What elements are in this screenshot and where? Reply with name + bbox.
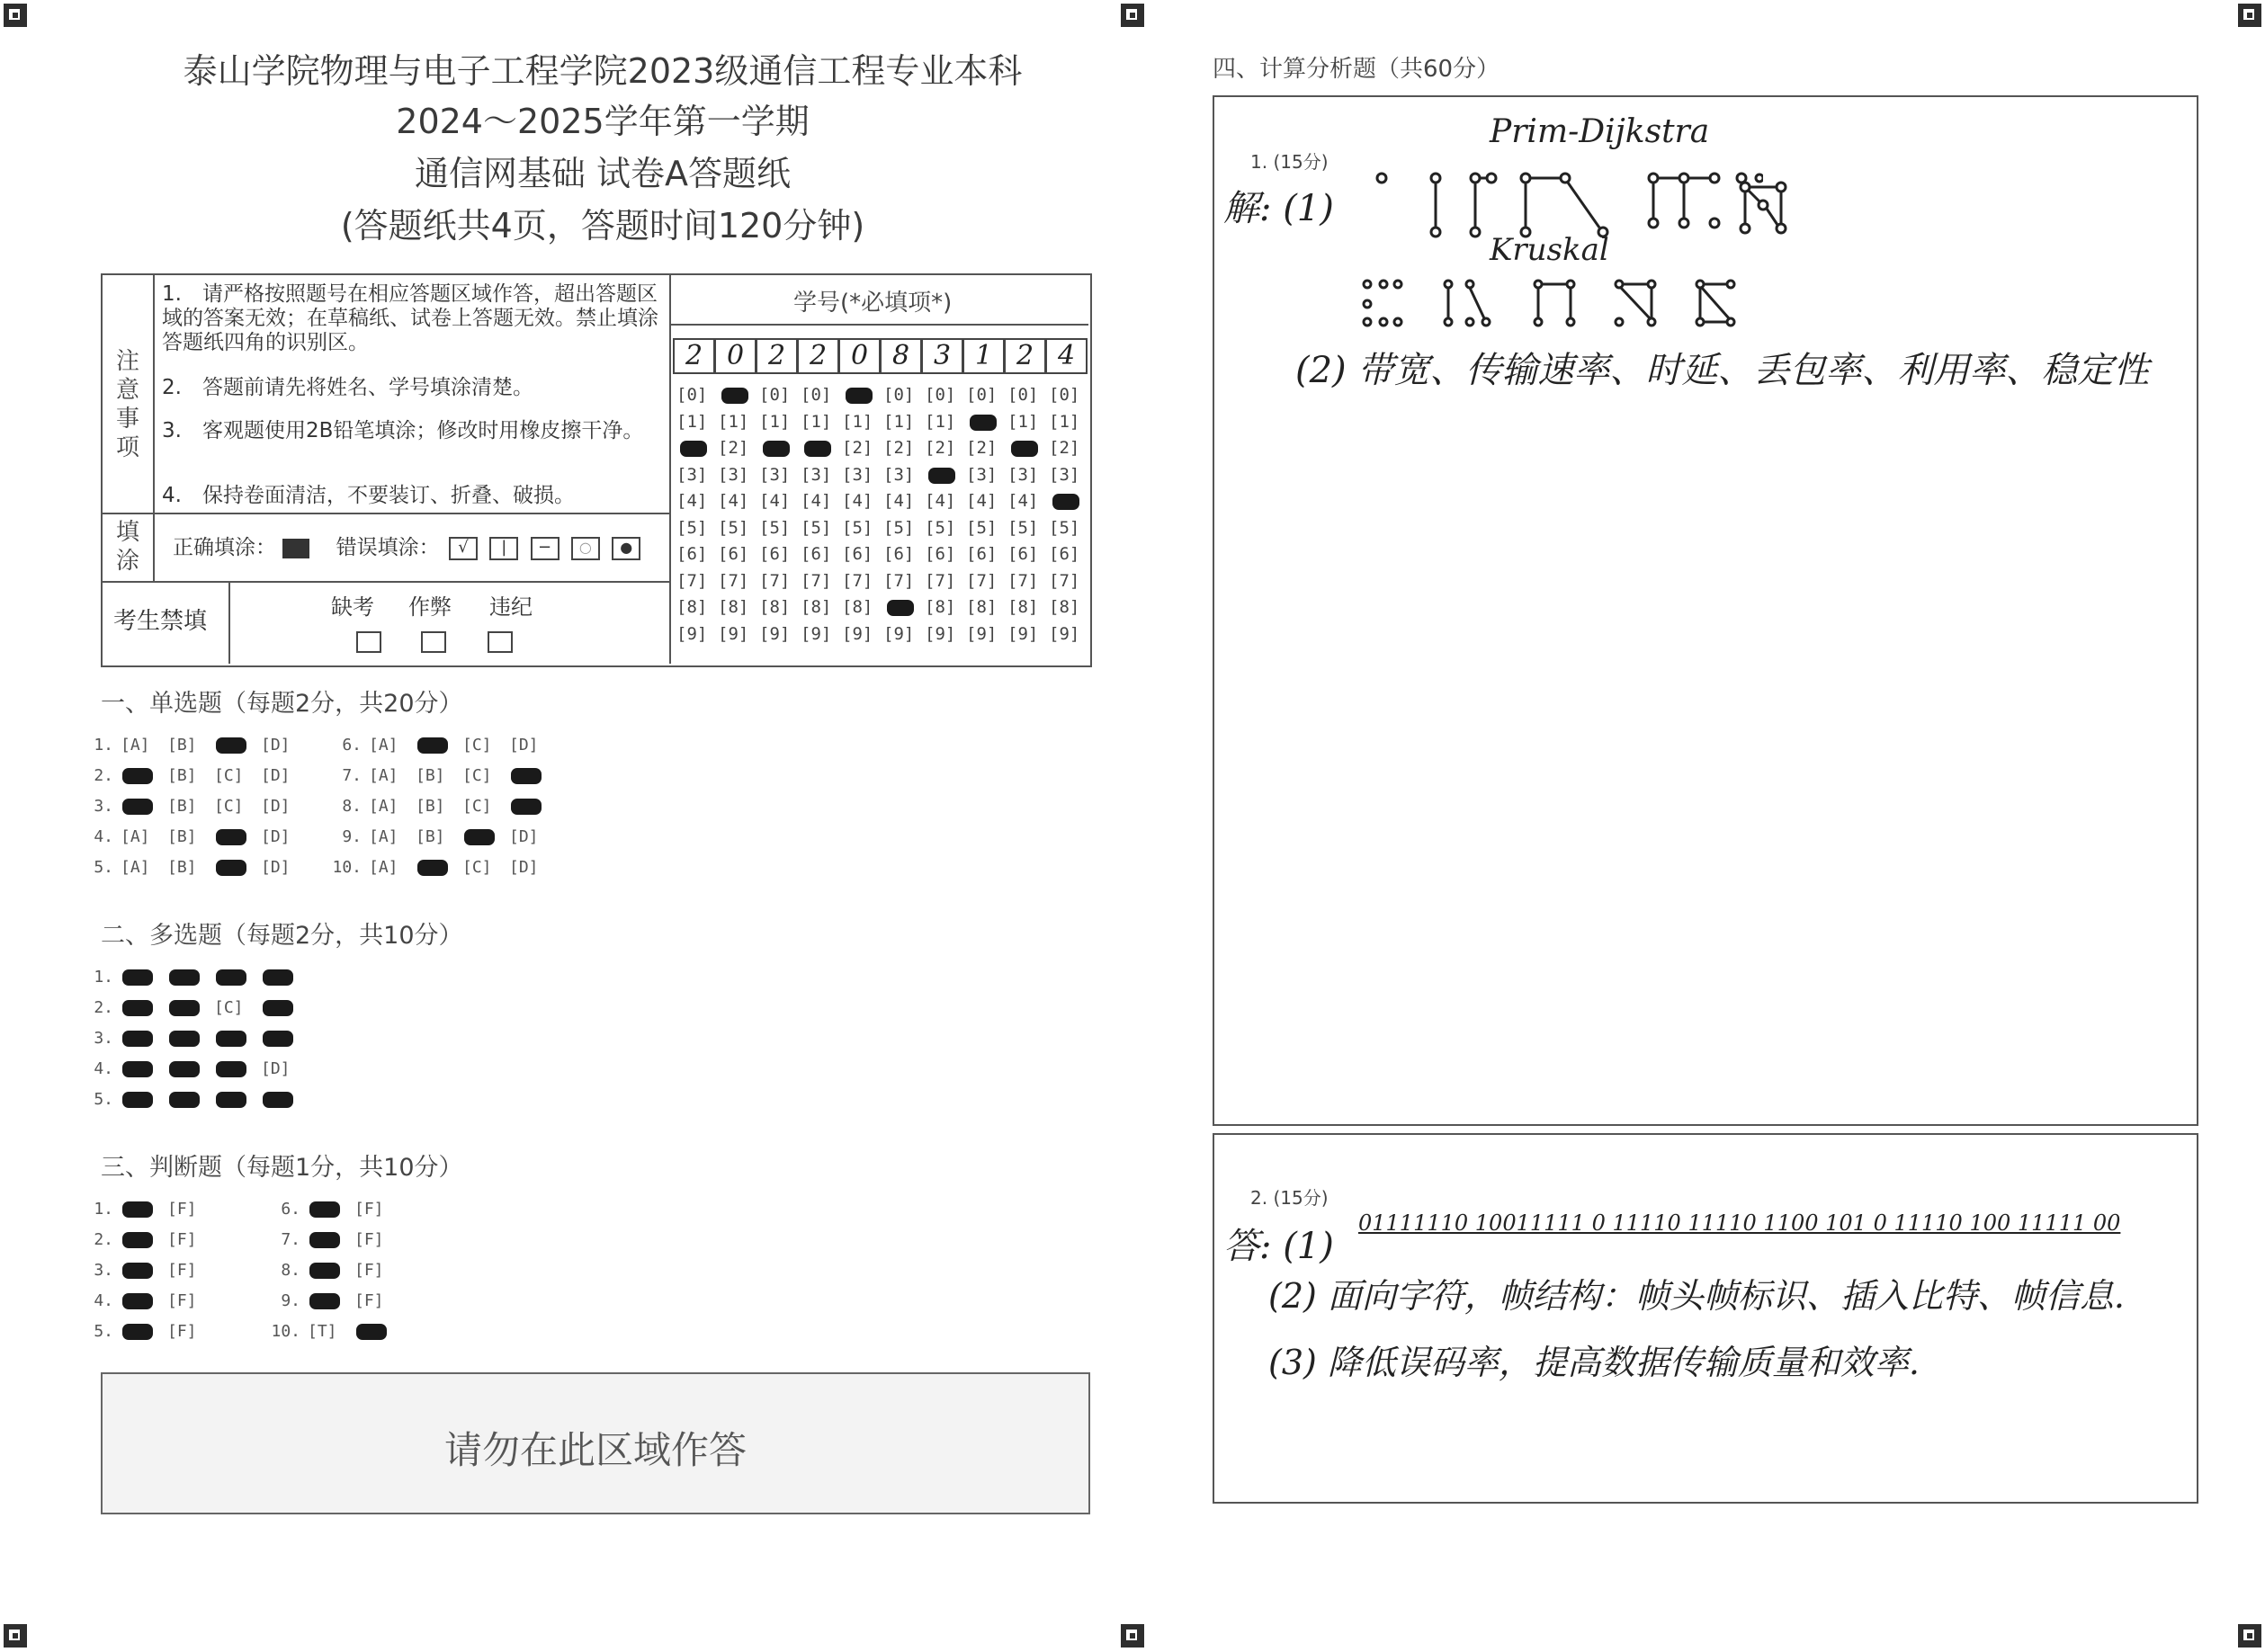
single-q8-option-A[interactable]: [A] — [369, 797, 398, 816]
single-q10-option-A[interactable]: [A] — [369, 858, 398, 877]
student-id-bubble[interactable]: [7] — [842, 570, 873, 591]
student-id-bubble[interactable]: [9] — [718, 623, 749, 644]
corner-mark-top-left — [4, 4, 27, 27]
q1-prim-step-last-drawing — [1736, 178, 1835, 241]
single-q8-option-C[interactable]: [C] — [462, 797, 492, 816]
single-q6-option-C[interactable]: [C] — [462, 736, 492, 755]
multi-q5-mark-A[interactable] — [122, 1092, 153, 1108]
forbidden-cheat-label: 作弊 — [408, 594, 452, 620]
student-id-digit-7: 3 — [921, 338, 963, 374]
student-id-bubble[interactable]: [5] — [759, 517, 791, 538]
single-q4-option-D[interactable]: [D] — [261, 827, 291, 846]
student-id-bubble[interactable]: [1] — [801, 411, 832, 432]
student-id-mark-3[interactable] — [763, 441, 790, 457]
student-id-mark-1[interactable] — [680, 441, 707, 457]
student-id-bubble[interactable]: [7] — [966, 570, 998, 591]
student-id-digit-10: 4 — [1045, 338, 1088, 374]
student-id-bubble[interactable]: [0] — [676, 385, 708, 405]
student-id-bubble[interactable]: [4] — [1007, 491, 1039, 511]
judge-q1-mark-T[interactable] — [122, 1201, 153, 1218]
student-id-bubble[interactable]: [0] — [759, 385, 791, 405]
student-id-bubble[interactable]: [9] — [676, 623, 708, 644]
student-id-bubble[interactable]: [2] — [966, 438, 998, 458]
student-id-bubble[interactable]: [3] — [883, 464, 915, 485]
judge-qnum-8: 8. — [281, 1261, 300, 1280]
single-q10-option-C[interactable]: [C] — [462, 858, 492, 877]
single-q3-option-C[interactable]: [C] — [214, 797, 244, 816]
multi-q3-mark-C[interactable] — [216, 1031, 246, 1047]
answer-box-q1[interactable] — [1213, 95, 2198, 1126]
multi-q4-mark-A[interactable] — [122, 1061, 153, 1077]
multi-q1-mark-B[interactable] — [169, 969, 200, 986]
correct-fill-sample — [282, 539, 309, 558]
q1-prim-title: Prim-Dijkstra — [1490, 113, 1710, 150]
multi-q2-mark-A[interactable] — [122, 1000, 153, 1016]
section1-title: 一、单选题（每题2分，共20分） — [101, 690, 463, 718]
multi-q2-mark-B[interactable] — [169, 1000, 200, 1016]
q2-label: 2. (15分) — [1250, 1187, 1329, 1209]
multi-q4-option-D[interactable]: [D] — [261, 1059, 291, 1078]
judge-qnum-9: 9. — [281, 1291, 300, 1310]
section4-title: 四、计算分析题（共60分） — [1213, 56, 1500, 83]
q1-part1-prefix: 解: (1) — [1223, 188, 1334, 229]
student-id-header: 学号(*必填项*) — [793, 290, 953, 317]
answer-box-q2[interactable] — [1213, 1133, 2198, 1504]
judge-qnum-2: 2. — [94, 1230, 113, 1249]
section3-title: 三、判断题（每题1分，共10分） — [101, 1154, 463, 1182]
notice-item-4: 4. 保持卷面清洁，不要装订、折叠、破损。 — [162, 484, 575, 507]
student-id-bubble[interactable]: [9] — [925, 623, 956, 644]
judge-q8-mark-T[interactable] — [309, 1263, 340, 1279]
single-q1-option-A[interactable]: [A] — [121, 736, 150, 755]
judge-q8-option-F[interactable]: [F] — [354, 1261, 384, 1280]
student-id-mark-7[interactable] — [928, 468, 955, 484]
judge-q3-option-F[interactable]: [F] — [167, 1261, 197, 1280]
student-id-bubble[interactable]: [9] — [966, 623, 998, 644]
judge-qnum-3: 3. — [94, 1261, 113, 1280]
student-id-digit-2: 0 — [714, 338, 756, 374]
student-id-bubble[interactable]: [7] — [718, 570, 749, 591]
student-id-bubble[interactable]: [8] — [759, 597, 791, 617]
exam-title-term: 2024～2025学年第一学期 — [396, 102, 810, 141]
single-qnum-6: 6. — [342, 736, 362, 755]
single-qnum-8: 8. — [342, 797, 362, 816]
multi-q3-mark-D[interactable] — [263, 1031, 293, 1047]
student-id-bubble[interactable]: [2] — [842, 438, 873, 458]
student-id-bubble[interactable]: [9] — [759, 623, 791, 644]
student-id-digit-5: 0 — [838, 338, 881, 374]
single-q9-option-B[interactable]: [B] — [416, 827, 445, 846]
student-id-digit-4: 2 — [797, 338, 839, 374]
single-q4-option-B[interactable]: [B] — [167, 827, 197, 846]
q2-part2-answer: (2) 面向字符，帧结构：帧头帧标识、插入比特、帧信息. — [1268, 1276, 2125, 1316]
student-id-bubble[interactable]: [2] — [718, 438, 749, 458]
student-id-bubble[interactable]: [4] — [801, 491, 832, 511]
judge-qnum-4: 4. — [94, 1291, 113, 1310]
single-qnum-9: 9. — [342, 827, 362, 846]
student-id-bubble[interactable]: [1] — [759, 411, 791, 432]
judge-q7-mark-T[interactable] — [309, 1232, 340, 1248]
student-id-bubble[interactable]: [8] — [801, 597, 832, 617]
single-q3-option-D[interactable]: [D] — [261, 797, 291, 816]
single-q5-option-A[interactable]: [A] — [121, 858, 150, 877]
judge-q2-mark-T[interactable] — [122, 1232, 153, 1248]
single-qnum-7: 7. — [342, 766, 362, 785]
student-id-bubble[interactable]: [2] — [925, 438, 956, 458]
student-id-bubble[interactable]: [8] — [676, 597, 708, 617]
student-id-bubble[interactable]: [7] — [883, 570, 915, 591]
student-id-digit-1: 2 — [673, 338, 715, 374]
student-id-mark-6[interactable] — [887, 600, 914, 616]
single-qnum-5: 5. — [94, 858, 113, 877]
student-id-mark-9[interactable] — [1011, 441, 1038, 457]
multi-q1-mark-D[interactable] — [263, 969, 293, 986]
wrong-fill-label: 错误填涂： — [336, 536, 440, 559]
student-id-bubble[interactable]: [1] — [1049, 411, 1080, 432]
single-q1-option-D[interactable]: [D] — [261, 736, 291, 755]
student-id-bubble[interactable]: [4] — [676, 491, 708, 511]
multi-qnum-4: 4. — [94, 1059, 113, 1078]
student-id-bubble[interactable]: [0] — [925, 385, 956, 405]
student-id-bubble[interactable]: [9] — [801, 623, 832, 644]
single-q4-mark-C[interactable] — [216, 829, 246, 845]
student-id-bubble[interactable]: [6] — [676, 544, 708, 564]
judge-qnum-10: 10. — [271, 1322, 300, 1341]
single-q7-option-C[interactable]: [C] — [462, 766, 492, 785]
single-q2-option-D[interactable]: [D] — [261, 766, 291, 785]
student-id-mark-2[interactable] — [721, 388, 748, 404]
judge-q4-mark-T[interactable] — [122, 1293, 153, 1309]
judge-q4-option-F[interactable]: [F] — [167, 1291, 197, 1310]
student-id-digit-9: 2 — [1004, 338, 1046, 374]
student-id-bubble[interactable]: [3] — [842, 464, 873, 485]
exam-title-course: 通信网基础 试卷A答题纸 — [414, 154, 792, 193]
judge-q1-option-F[interactable]: [F] — [167, 1200, 197, 1219]
student-id-bubble[interactable]: [3] — [966, 464, 998, 485]
q1-part2-answer: (2) 带宽、传输速率、时延、丢包率、利用率、稳定性 — [1295, 350, 2150, 391]
forbidden-absent-checkbox[interactable] — [356, 631, 381, 653]
single-qnum-10: 10. — [332, 858, 362, 877]
multi-q1-mark-C[interactable] — [216, 969, 246, 986]
wrong-fill-dot: ● — [612, 537, 640, 560]
student-id-bubble[interactable]: [4] — [966, 491, 998, 511]
student-id-bubble[interactable]: [3] — [1049, 464, 1080, 485]
single-q5-option-B[interactable]: [B] — [167, 858, 197, 877]
single-q4-option-A[interactable]: [A] — [121, 827, 150, 846]
corner-mark-top-center — [1121, 4, 1144, 27]
student-id-bubble[interactable]: [9] — [883, 623, 915, 644]
single-q8-mark-D[interactable] — [511, 799, 542, 815]
multi-q5-mark-D[interactable] — [263, 1092, 293, 1108]
corner-mark-bottom-right — [2238, 1624, 2261, 1648]
student-id-bubble[interactable]: [3] — [676, 464, 708, 485]
student-id-bubble[interactable]: [8] — [1049, 597, 1080, 617]
corner-mark-top-right — [2238, 4, 2261, 27]
student-id-bubble[interactable]: [7] — [925, 570, 956, 591]
student-id-bubble[interactable]: [0] — [966, 385, 998, 405]
student-id-bubble[interactable]: [5] — [966, 517, 998, 538]
student-id-bubble[interactable]: [6] — [718, 544, 749, 564]
single-q3-option-B[interactable]: [B] — [167, 797, 197, 816]
exam-title-school: 泰山学院物理与电子工程学院2023级通信工程专业本科 — [183, 51, 1023, 91]
student-id-bubble[interactable]: [5] — [718, 517, 749, 538]
student-id-bubble[interactable]: [6] — [883, 544, 915, 564]
student-id-bubble[interactable]: [7] — [801, 570, 832, 591]
judge-q9-mark-T[interactable] — [309, 1293, 340, 1309]
multi-q2-mark-D[interactable] — [263, 1000, 293, 1016]
multi-q4-mark-C[interactable] — [216, 1061, 246, 1077]
single-q6-option-D[interactable]: [D] — [509, 736, 539, 755]
single-q7-option-A[interactable]: [A] — [369, 766, 398, 785]
wrong-fill-check: √ — [449, 537, 478, 560]
judge-q7-option-F[interactable]: [F] — [354, 1230, 384, 1249]
student-id-bubble[interactable]: [7] — [1049, 570, 1080, 591]
notice-item-1: 1. 请严格按照题号在相应答题区域作答，超出答题区域的答案无效；在草稿纸、试卷上答题无效。禁止填涂答题纸四角的识别区。 — [162, 282, 658, 354]
correct-fill-label: 正确填涂： — [173, 536, 276, 559]
multi-q4-mark-B[interactable] — [169, 1061, 200, 1077]
multi-q2-option-C[interactable]: [C] — [214, 998, 244, 1017]
forbidden-violation-label: 违纪 — [489, 594, 533, 620]
student-id-bubble[interactable]: [9] — [1007, 623, 1039, 644]
forbidden-violation-checkbox[interactable] — [488, 631, 513, 653]
q2-part3-answer: (3) 降低误码率，提高数据传输质量和效率. — [1268, 1343, 1920, 1382]
student-id-bubble[interactable]: [1] — [718, 411, 749, 432]
student-id-bubble[interactable]: [6] — [966, 544, 998, 564]
multi-q1-mark-A[interactable] — [122, 969, 153, 986]
student-id-bubble[interactable]: [6] — [801, 544, 832, 564]
student-id-digit-8: 1 — [962, 338, 1005, 374]
exam-title-note: (答题纸共4页，答题时间120分钟) — [340, 206, 865, 246]
judge-q3-mark-T[interactable] — [122, 1263, 153, 1279]
student-id-bubble[interactable]: [5] — [842, 517, 873, 538]
judge-qnum-5: 5. — [94, 1322, 113, 1341]
student-id-bubble[interactable]: [6] — [759, 544, 791, 564]
student-id-bubble[interactable]: [8] — [842, 597, 873, 617]
judge-qnum-7: 7. — [281, 1230, 300, 1249]
student-id-bubble[interactable]: [3] — [1007, 464, 1039, 485]
student-id-bubble[interactable]: [4] — [759, 491, 791, 511]
student-id-bubble[interactable]: [4] — [718, 491, 749, 511]
q2-part1-bits: 01111110 10011111 0 11110 11110 1100 101 0 11110 100 11111 00 — [1358, 1210, 2121, 1236]
single-q2-mark-A[interactable] — [122, 768, 153, 784]
student-id-bubble[interactable]: [8] — [925, 597, 956, 617]
forbidden-cheat-checkbox[interactable] — [421, 631, 446, 653]
notice-item-3: 3. 客观题使用2B铅笔填涂；修改时用橡皮擦干净。 — [162, 419, 644, 442]
student-id-bubble[interactable]: [5] — [925, 517, 956, 538]
student-id-bubble[interactable]: [9] — [842, 623, 873, 644]
student-id-bubble[interactable]: [4] — [925, 491, 956, 511]
section2-title: 二、多选题（每题2分，共10分） — [101, 922, 463, 950]
student-id-bubble[interactable]: [8] — [1007, 597, 1039, 617]
q1-label: 1. (15分) — [1250, 151, 1329, 173]
student-id-digit-3: 2 — [756, 338, 798, 374]
single-q8-option-B[interactable]: [B] — [416, 797, 445, 816]
single-q9-option-A[interactable]: [A] — [369, 827, 398, 846]
single-q9-mark-C[interactable] — [464, 829, 495, 845]
q2-part1-prefix: 答: (1) — [1223, 1226, 1334, 1267]
judge-q5-option-F[interactable]: [F] — [167, 1322, 197, 1341]
judge-q9-option-F[interactable]: [F] — [354, 1291, 384, 1310]
student-id-bubble[interactable]: [6] — [1049, 544, 1080, 564]
q1-kruskal-steps-drawing — [1358, 277, 1772, 335]
single-q5-mark-C[interactable] — [216, 860, 246, 876]
single-q1-mark-C[interactable] — [216, 737, 246, 754]
student-id-bubble[interactable]: [8] — [966, 597, 998, 617]
judge-q10-mark-F[interactable] — [356, 1324, 387, 1340]
multi-qnum-2: 2. — [94, 998, 113, 1017]
single-q10-option-D[interactable]: [D] — [509, 858, 539, 877]
judge-q6-mark-T[interactable] — [309, 1201, 340, 1218]
single-q1-option-B[interactable]: [B] — [167, 736, 197, 755]
single-q7-mark-D[interactable] — [511, 768, 542, 784]
student-id-bubble[interactable]: [7] — [676, 570, 708, 591]
judge-qnum-6: 6. — [281, 1200, 300, 1219]
wrong-fill-dash: − — [531, 537, 560, 560]
student-id-bubble[interactable]: [3] — [759, 464, 791, 485]
student-id-bubble[interactable]: [5] — [883, 517, 915, 538]
student-id-bubble[interactable]: [9] — [1049, 623, 1080, 644]
single-q2-option-B[interactable]: [B] — [167, 766, 197, 785]
student-id-bubble[interactable]: [1] — [842, 411, 873, 432]
single-qnum-4: 4. — [94, 827, 113, 846]
forbidden-label: 考生禁填 — [113, 608, 208, 635]
student-id-bubble[interactable]: [1] — [1007, 411, 1039, 432]
wrong-fill-circle: ○ — [571, 537, 600, 560]
single-q7-option-B[interactable]: [B] — [416, 766, 445, 785]
student-id-bubble[interactable]: [6] — [842, 544, 873, 564]
instruction-box — [101, 273, 1092, 667]
single-q6-mark-B[interactable] — [417, 737, 448, 754]
student-id-bubble[interactable]: [6] — [925, 544, 956, 564]
single-q10-mark-B[interactable] — [417, 860, 448, 876]
corner-mark-bottom-left — [4, 1624, 27, 1648]
q1-kruskal-title: Kruskal — [1490, 232, 1609, 268]
student-id-mark-4[interactable] — [804, 441, 831, 457]
student-id-mark-10[interactable] — [1052, 494, 1079, 510]
single-q3-mark-A[interactable] — [122, 799, 153, 815]
student-id-bubble[interactable]: [4] — [883, 491, 915, 511]
judge-q6-option-F[interactable]: [F] — [354, 1200, 384, 1219]
student-id-bubble[interactable]: [2] — [883, 438, 915, 458]
student-id-bubble[interactable]: [7] — [1007, 570, 1039, 591]
multi-q5-mark-B[interactable] — [169, 1092, 200, 1108]
judge-q5-mark-T[interactable] — [122, 1324, 153, 1340]
student-id-mark-8[interactable] — [970, 415, 997, 431]
student-id-bubble[interactable]: [5] — [801, 517, 832, 538]
student-id-bubble[interactable]: [3] — [718, 464, 749, 485]
wrong-fill-bar: | — [489, 537, 518, 560]
multi-qnum-5: 5. — [94, 1090, 113, 1109]
student-id-bubble[interactable]: [1] — [676, 411, 708, 432]
corner-mark-bottom-center — [1121, 1624, 1144, 1648]
multi-qnum-1: 1. — [94, 968, 113, 987]
judge-q2-option-F[interactable]: [F] — [167, 1230, 197, 1249]
student-id-bubble[interactable]: [5] — [1049, 517, 1080, 538]
multi-qnum-3: 3. — [94, 1029, 113, 1048]
multi-q3-mark-B[interactable] — [169, 1031, 200, 1047]
student-id-bubble[interactable]: [6] — [1007, 544, 1039, 564]
student-id-bubble[interactable]: [7] — [759, 570, 791, 591]
single-q6-option-A[interactable]: [A] — [369, 736, 398, 755]
judge-q10-option-T[interactable]: [T] — [308, 1322, 337, 1341]
student-id-bubble[interactable]: [8] — [718, 597, 749, 617]
multi-q5-mark-C[interactable] — [216, 1092, 246, 1108]
student-id-bubble[interactable]: [5] — [1007, 517, 1039, 538]
student-id-bubble[interactable]: [0] — [801, 385, 832, 405]
notice-item-2: 2. 答题前请先将姓名、学号填涂清楚。 — [162, 376, 533, 399]
single-qnum-2: 2. — [94, 766, 113, 785]
student-id-bubble[interactable]: [3] — [801, 464, 832, 485]
single-q9-option-D[interactable]: [D] — [509, 827, 539, 846]
student-id-bubble[interactable]: [4] — [842, 491, 873, 511]
forbidden-absent-label: 缺考 — [331, 594, 374, 620]
student-id-digit-6: 8 — [880, 338, 922, 374]
student-id-bubble[interactable]: [2] — [1049, 438, 1080, 458]
single-qnum-3: 3. — [94, 797, 113, 816]
fill-side-label: 填 涂 — [115, 519, 139, 575]
student-id-bubble[interactable]: [5] — [676, 517, 708, 538]
student-id-bubble[interactable]: [0] — [883, 385, 915, 405]
no-answer-zone-text: 请勿在此区域作答 — [443, 1428, 747, 1472]
notice-side-label: 注 意 事 项 — [115, 348, 139, 461]
single-q5-option-D[interactable]: [D] — [261, 858, 291, 877]
single-q2-option-C[interactable]: [C] — [214, 766, 244, 785]
student-id-bubble[interactable]: [0] — [1049, 385, 1080, 405]
student-id-bubble[interactable]: [1] — [883, 411, 915, 432]
student-id-bubble[interactable]: [1] — [925, 411, 956, 432]
student-id-mark-5[interactable] — [846, 388, 873, 404]
judge-qnum-1: 1. — [94, 1200, 113, 1219]
student-id-bubble[interactable]: [0] — [1007, 385, 1039, 405]
fill-example-row — [173, 536, 658, 560]
no-answer-zone — [101, 1372, 1090, 1514]
multi-q3-mark-A[interactable] — [122, 1031, 153, 1047]
single-qnum-1: 1. — [94, 736, 113, 755]
